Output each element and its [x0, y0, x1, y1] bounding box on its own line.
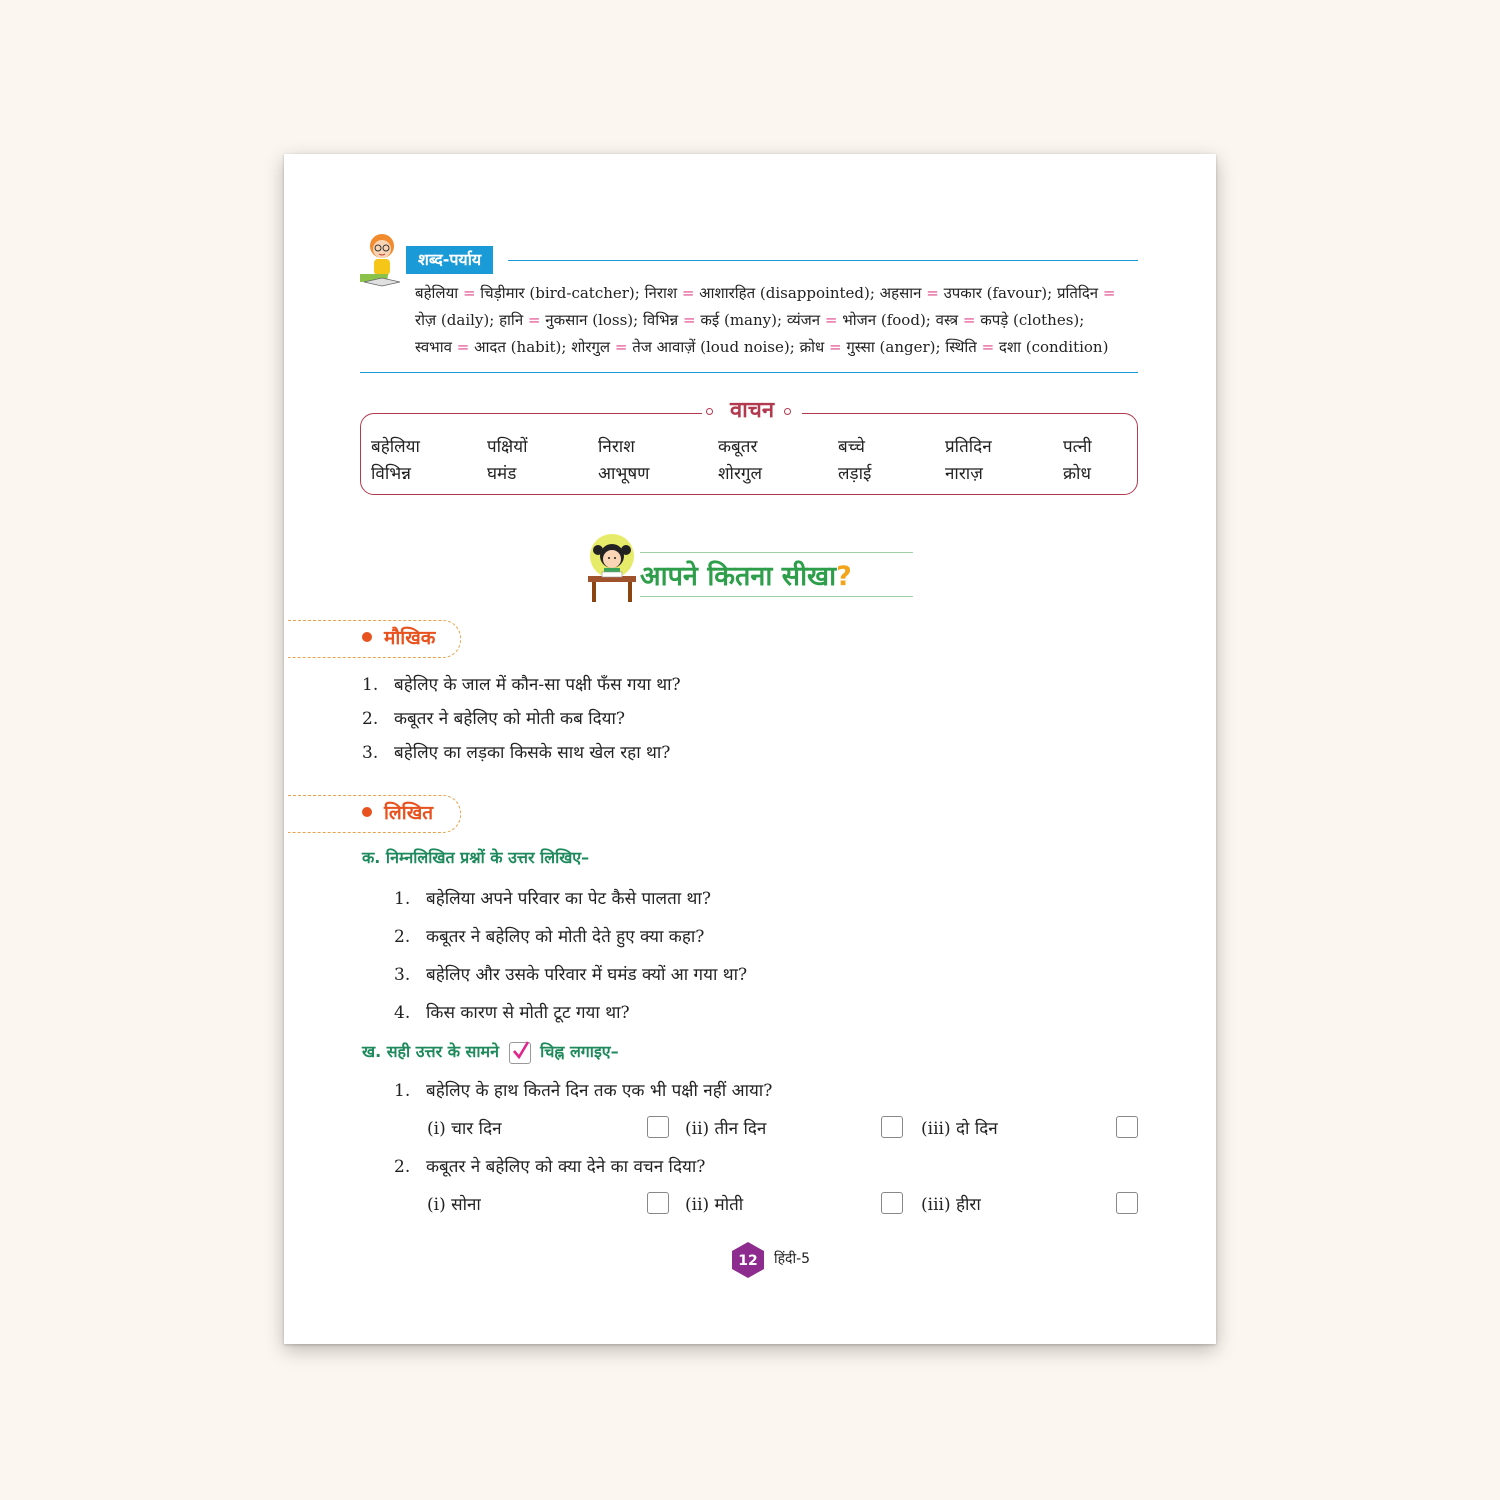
answer-option: (iii) दो दिन [921, 1119, 998, 1139]
vaachan-word: प्रतिदिन [945, 437, 992, 457]
question-text: बहेलिए के जाल में कौन-सा पक्षी फँस गया था? [394, 675, 681, 695]
equals-sign: = [824, 338, 847, 356]
vaachan-word: क्रोध [1063, 464, 1091, 484]
vaachan-word: लड़ाई [838, 464, 872, 484]
answer-option: (iii) हीरा [921, 1195, 981, 1215]
glossary-word: विभिन्न [642, 311, 679, 329]
vaachan-word: बच्चे [838, 437, 865, 457]
vaachan-word: निराश [598, 437, 635, 457]
ka-question [394, 962, 747, 985]
vaachan-word: नाराज़ [945, 464, 983, 484]
equals-sign: = [451, 338, 475, 356]
glossary-meaning: तेज आवाज़ें (loud noise); [632, 338, 795, 356]
kha-heading-a: ख. सही उत्तर के सामने [362, 1042, 499, 1061]
glossary-meaning: कपड़े (clothes); [980, 311, 1085, 329]
equals-sign: = [523, 311, 546, 329]
bullet-dot [362, 807, 372, 817]
answer-checkbox[interactable] [881, 1116, 903, 1138]
question-text: बहेलिया अपने परिवार का पेट कैसे पालता था? [426, 889, 711, 909]
question-number: 1. [394, 889, 411, 909]
studying-girl-icon [584, 532, 640, 606]
question-text: बहेलिए का लड़का किसके साथ खेल रहा था? [394, 743, 671, 763]
ka-question [394, 886, 711, 909]
vaachan-word: घमंड [487, 464, 517, 484]
shabd-paryay-label: शब्द-पर्याय [406, 246, 493, 274]
question-text: किस कारण से मोती टूट गया था? [426, 1003, 630, 1023]
question-text: कबूतर ने बहेलिए को मोती देते हुए क्या कहा? [426, 927, 705, 947]
maukhik-question [362, 672, 681, 695]
question-text: कबूतर ने बहेलिए को मोती कब दिया? [394, 709, 626, 729]
question-text: बहेलिए के हाथ कितने दिन तक एक भी पक्षी नहीं आया? [426, 1081, 773, 1101]
equals-sign: = [678, 311, 701, 329]
glossary-meaning: दशा (condition) [998, 338, 1109, 356]
vaachan-word: आभूषण [598, 464, 650, 484]
page-number: 12 [738, 1253, 758, 1269]
glossary-meaning: आशारहित (disappointed); [699, 284, 875, 302]
ka-question [394, 924, 704, 947]
reading-girl-icon [360, 230, 406, 292]
equals-sign: = [820, 311, 843, 329]
question-number: 2. [394, 927, 411, 947]
glossary-word: व्यंजन [786, 311, 821, 329]
glossary-meaning: नुकसान (loss); [545, 311, 639, 329]
tick-mark-icon [509, 1042, 531, 1064]
glossary-word: स्वभाव [415, 338, 452, 356]
glossary-word: हानि [499, 311, 524, 329]
question-number: 3. [394, 965, 411, 985]
answer-option: (ii) मोती [685, 1195, 744, 1215]
equals-sign: = [958, 311, 981, 329]
glossary-word: अहसान [879, 284, 922, 302]
glossary-meaning: गुस्सा (anger); [846, 338, 941, 356]
question-mark: ? [836, 561, 852, 592]
section-heading [640, 556, 852, 598]
glossary-word: प्रतिदिन [1056, 284, 1099, 302]
vaachan-word: बहेलिया [371, 437, 420, 457]
answer-option: (i) चार दिन [427, 1119, 502, 1139]
question-number: 2. [362, 709, 379, 729]
equals-sign: = [458, 284, 481, 302]
glossary-word: क्रोध [799, 338, 825, 356]
answer-option: (ii) तीन दिन [685, 1119, 767, 1139]
kha-question [394, 1154, 705, 1177]
glossary-word: बहेलिया [415, 284, 459, 302]
equals-sign: = [921, 284, 944, 302]
kha-question [394, 1078, 772, 1101]
vaachan-word: कबूतर [718, 437, 758, 457]
glossary-meaning: चिड़ीमार (bird-catcher); [480, 284, 640, 302]
vaachan-word: पक्षियों [487, 437, 528, 457]
equals-sign: = [1098, 284, 1116, 302]
shabd-paryay-rule [508, 260, 1138, 261]
heading-rule-top [640, 552, 913, 553]
heading-text: आपने कितना सीखा [640, 561, 837, 592]
vaachan-ornament [706, 408, 713, 415]
question-number: 2. [394, 1157, 411, 1177]
answer-option: (i) सोना [427, 1195, 481, 1215]
meaning-line [415, 280, 1145, 307]
meaning-line [415, 307, 1145, 334]
answer-checkbox[interactable] [647, 1192, 669, 1214]
vaachan-ornament [784, 408, 791, 415]
maukhik-question [362, 706, 625, 729]
answer-checkbox[interactable] [881, 1192, 903, 1214]
vaachan-title: वाचन [702, 397, 802, 425]
vaachan-word: विभिन्न [371, 464, 411, 484]
question-number: 1. [394, 1081, 411, 1101]
likhit-tab [288, 795, 461, 833]
glossary-meaning: उपकार (favour); [943, 284, 1053, 302]
ka-heading: क. निम्नलिखित प्रश्नों के उत्तर लिखिए– [362, 848, 590, 867]
equals-sign: = [610, 338, 633, 356]
question-text: बहेलिए और उसके परिवार में घमंड क्यों आ गया था? [426, 965, 748, 985]
kha-heading-b: चिह्न लगाइए– [540, 1042, 619, 1061]
equals-sign: = [677, 284, 700, 302]
glossary-meaning: रोज़ (daily); [415, 311, 495, 329]
maukhik-question [362, 740, 670, 763]
question-text: कबूतर ने बहेलिए को क्या देने का वचन दिया? [426, 1157, 706, 1177]
glossary-meaning: भोजन (food); [842, 311, 931, 329]
glossary-word: वस्त्र [935, 311, 959, 329]
book-page [284, 154, 1216, 1344]
question-number: 4. [394, 1003, 411, 1023]
question-number: 1. [362, 675, 379, 695]
glossary-word: शोरगुल [571, 338, 611, 356]
answer-checkbox[interactable] [1116, 1192, 1138, 1214]
vaachan-word: शोरगुल [718, 464, 763, 484]
equals-sign: = [976, 338, 999, 356]
glossary-word: निराश [644, 284, 678, 302]
maukhik-label: मौखिक [384, 627, 436, 649]
glossary-meaning: कई (many); [700, 311, 783, 329]
glossary-word: स्थिति [945, 338, 977, 356]
answer-checkbox[interactable] [647, 1116, 669, 1138]
word-meanings [415, 280, 1145, 361]
question-number: 3. [362, 743, 379, 763]
likhit-label: लिखित [384, 802, 434, 824]
vaachan-word: पत्नी [1063, 437, 1092, 457]
section-divider [360, 372, 1138, 373]
heading-rule-bottom [640, 596, 913, 597]
ka-question [394, 1000, 630, 1023]
answer-checkbox[interactable] [1116, 1116, 1138, 1138]
bullet-dot [362, 632, 372, 642]
meaning-line [415, 334, 1145, 361]
book-name: हिंदी-5 [774, 1251, 811, 1267]
page-number-badge [731, 1241, 765, 1279]
kha-heading [362, 1040, 619, 1064]
glossary-meaning: आदत (habit); [474, 338, 567, 356]
